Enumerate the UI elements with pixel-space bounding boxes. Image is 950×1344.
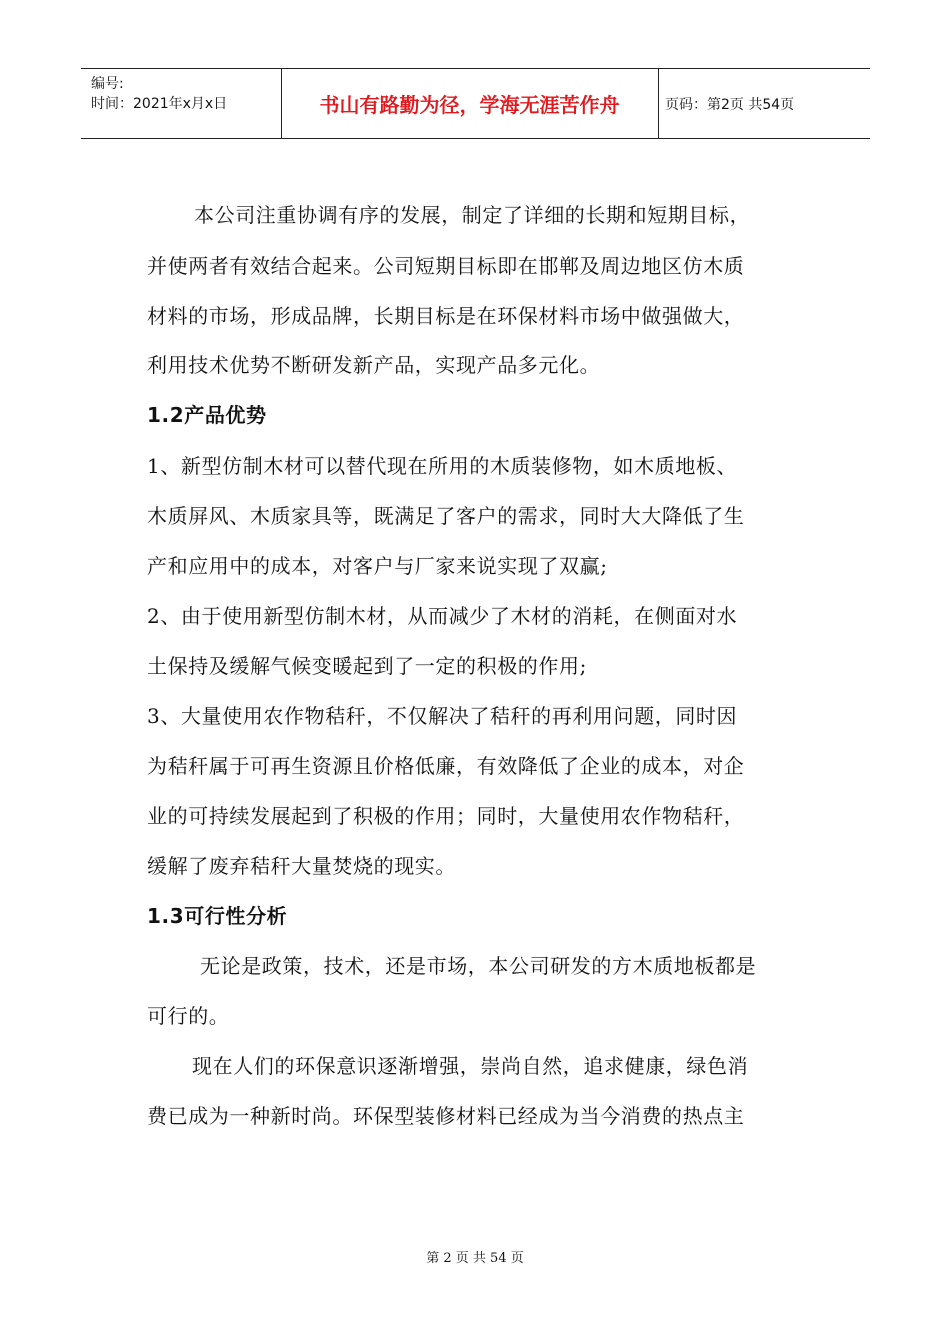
page-footer: 第 2 页 共 54 页 (426, 1251, 524, 1266)
paragraph-line: 1、新型仿制木材可以替代现在所用的木质装修物，如木质地板、 (147, 454, 738, 478)
paragraph-line: 费已成为一种新时尚。环保型装修材料已经成为当今消费的热点主 (147, 1104, 745, 1128)
page-header (81, 68, 870, 139)
paragraph-line: 3、大量使用农作物秸秆，不仅解决了秸秆的再利用问题，同时因 (147, 704, 738, 728)
document-number-label: 编号: (91, 76, 124, 92)
paragraph-line: 业的可持续发展起到了积极的作用；同时，大量使用农作物秸秆， (147, 804, 745, 828)
header-divider (658, 69, 659, 138)
paragraph-line: 现在人们的环保意识逐渐增强，崇尚自然，追求健康，绿色消 (192, 1054, 749, 1078)
header-motto: 书山有路勤为径，学海无涯苦作舟 (319, 93, 620, 117)
section-heading: 1.3可行性分析 (147, 904, 288, 928)
paragraph-line: 利用技术优势不断研发新产品，实现产品多元化。 (147, 353, 601, 377)
paragraph-line: 缓解了废弃秸秆大量焚烧的现实。 (147, 854, 456, 878)
paragraph-line: 为秸秆属于可再生资源且价格低廉，有效降低了企业的成本，对企 (147, 754, 745, 778)
paragraph-line: 无论是政策，技术，还是市场，本公司研发的方木质地板都是 (200, 954, 757, 978)
paragraph-line: 产和应用中的成本，对客户与厂家来说实现了双赢; (147, 554, 608, 578)
paragraph-line: 并使两者有效结合起来。公司短期目标即在邯郸及周边地区仿木质 (147, 254, 745, 278)
paragraph-line: 木质屏风、木质家具等，既满足了客户的需求，同时大大降低了生 (147, 504, 745, 528)
document-time-label: 时间：2021年x月x日 (91, 96, 228, 112)
paragraph-line: 2、由于使用新型仿制木材，从而减少了木材的消耗，在侧面对水 (147, 604, 738, 628)
header-page-number: 页码：第2页 共54页 (665, 96, 795, 113)
paragraph-line: 可行的。 (147, 1004, 230, 1028)
paragraph-line: 本公司注重协调有序的发展，制定了详细的长期和短期目标， (194, 203, 751, 227)
paragraph-line: 材料的市场，形成品牌，长期目标是在环保材料市场中做强做大， (147, 304, 745, 328)
paragraph-line: 土保持及缓解气候变暖起到了一定的积极的作用; (147, 654, 587, 678)
section-heading: 1.2产品优势 (147, 403, 267, 427)
header-meta (81, 69, 281, 138)
